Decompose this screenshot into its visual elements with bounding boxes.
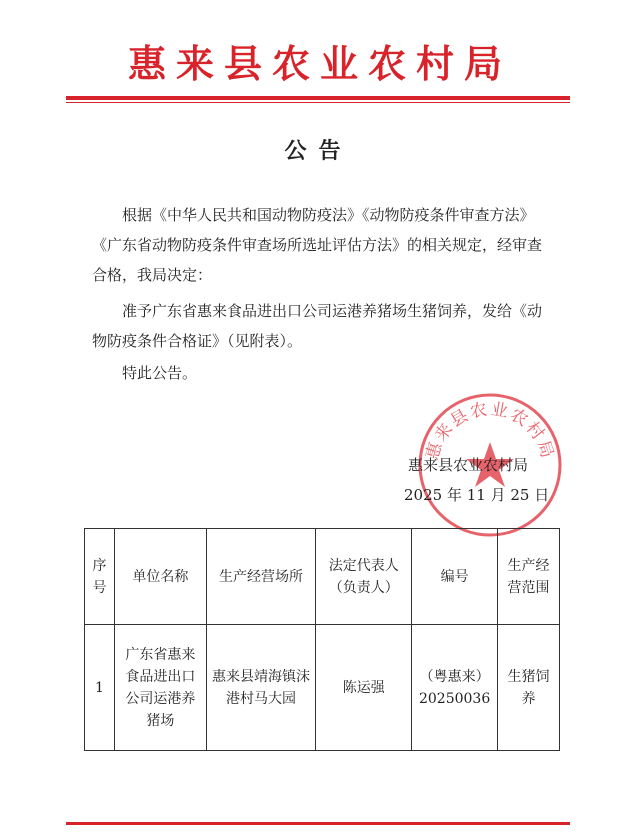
- paragraph-decision: 准予广东省惠来食品进出口公司运港养猪场生猪饲养，发给《动物防疫条件合格证》（见附表）。: [92, 302, 543, 350]
- table-header-row: [85, 529, 560, 625]
- table-row: [85, 625, 560, 751]
- table-cell: 1: [85, 625, 115, 751]
- table-cell: 广东省惠来食品进出口公司运港养猪场: [114, 625, 206, 751]
- letterhead-title: 惠来县农业农村局: [127, 41, 512, 86]
- paragraph-legal-basis: 根据《中华人民共和国动物防疫法》《动物防疫条件审查方法》《广东省动物防疫条件审查场所选址评估方法》的相关规定，经审查合格，我局决定：: [92, 206, 543, 284]
- table-header-cell: 序号: [85, 529, 115, 625]
- letterhead-rule-thick: [66, 96, 570, 100]
- footer-rule: [66, 822, 570, 825]
- table-header-cell: 单位名称: [114, 529, 206, 625]
- table-cell: 陈运强: [316, 625, 412, 751]
- annex-table: [84, 528, 560, 751]
- table-cell: 惠来县靖海镇沫港村马大园: [206, 625, 316, 751]
- letterhead-rule-thin: [66, 102, 570, 103]
- table-header-cell: 法定代表人（负责人）: [316, 529, 412, 625]
- paragraph-closing: 特此公告。: [122, 364, 198, 382]
- signature-date: 2025 年 11 月 25 日: [404, 486, 550, 504]
- table-header-cell: 编号: [412, 529, 498, 625]
- document-title: 公告: [284, 138, 353, 164]
- table-cell: 生猪饲养: [498, 625, 560, 751]
- signature-org: 惠来县农业农村局: [408, 456, 529, 474]
- table-header-cell: 生产经营场所: [206, 529, 316, 625]
- table-header-cell: 生产经营范围: [498, 529, 560, 625]
- table-cell: （粤惠来）20250036: [412, 625, 498, 751]
- svg-text:惠来县农业农村局: 惠来县农业农村局: [422, 399, 558, 463]
